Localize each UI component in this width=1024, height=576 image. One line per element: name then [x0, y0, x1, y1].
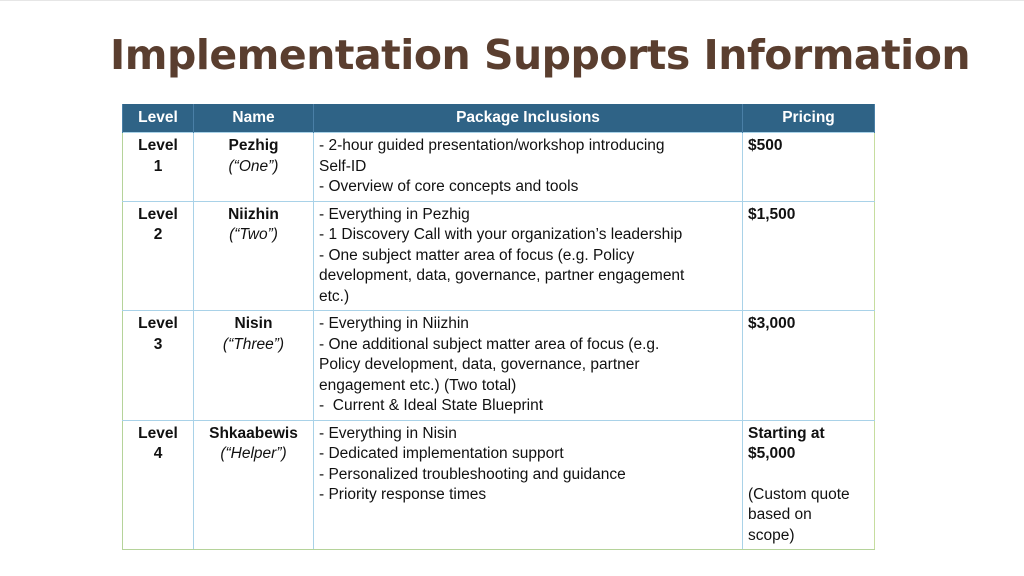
price-note: (Custom quote based on scope)	[748, 485, 850, 544]
level-name: Nisin	[234, 315, 273, 332]
slide-title: Implementation Supports Information	[110, 31, 971, 79]
price: Starting at $5,000	[748, 424, 825, 462]
header-name: Name	[194, 104, 314, 133]
inclusion-line: - One additional subject matter area of focus (e.g.	[319, 335, 660, 353]
inclusion-line: - One subject matter area of focus (e.g. Policy	[319, 246, 635, 264]
support-levels-table	[122, 104, 875, 550]
level-cell: Level 1	[138, 137, 178, 175]
inclusion-line: - Everything in Niizhin	[319, 315, 469, 332]
price: $500	[748, 137, 783, 154]
level-translation: (“Three”)	[222, 335, 285, 353]
inclusion-line: engagement etc.) (Two total)	[319, 376, 517, 394]
pricing-cell	[743, 133, 875, 202]
inclusion-line: - Dedicated implementation support	[319, 445, 564, 462]
pricing-cell	[743, 311, 875, 421]
table-header	[123, 104, 875, 133]
inclusion-line: Self-ID	[319, 157, 367, 175]
level-translation: (“Helper”)	[220, 445, 287, 462]
package-inclusions-cell	[314, 311, 743, 421]
table-row	[123, 420, 875, 550]
level-translation: (“One”)	[228, 157, 279, 175]
inclusion-line: development, data, governance, partner engagement	[319, 267, 685, 284]
level-name: Pezhig	[228, 137, 279, 154]
inclusion-line: - Everything in Nisin	[319, 424, 457, 442]
header-level: Level	[123, 104, 194, 133]
inclusion-line: - 1 Discovery Call with your organization’s leadership	[319, 226, 683, 243]
inclusion-line: - Current & Ideal State Blueprint	[319, 397, 544, 414]
level-cell: Level 2	[138, 205, 178, 243]
header-package-inclusions: Package Inclusions	[314, 104, 743, 133]
pricing-cell	[743, 201, 875, 311]
table-row	[123, 201, 875, 311]
inclusion-line: - Everything in Pezhig	[319, 205, 470, 223]
header-pricing: Pricing	[743, 104, 875, 133]
level-name: Shkaabewis	[209, 424, 298, 442]
table-row	[123, 133, 875, 202]
level-translation: (“Two”)	[229, 226, 278, 243]
inclusion-line: Policy development, data, governance, partner	[319, 356, 640, 373]
package-inclusions-cell	[314, 420, 743, 550]
inclusion-line: etc.)	[319, 287, 350, 305]
price: $1,500	[748, 205, 796, 223]
inclusion-line: - 2-hour guided presentation/workshop introducing	[319, 137, 665, 154]
inclusion-line: - Overview of core concepts and tools	[319, 178, 579, 195]
pricing-cell	[743, 420, 875, 550]
package-inclusions-cell	[314, 133, 743, 202]
table-row	[123, 311, 875, 421]
price: $3,000	[748, 315, 796, 332]
inclusion-line: - Priority response times	[319, 486, 487, 503]
inclusion-line: - Personalized troubleshooting and guidance	[319, 465, 626, 483]
level-cell: Level 3	[138, 315, 178, 353]
level-name: Niizhin	[228, 205, 279, 223]
level-cell: Level 4	[138, 424, 178, 462]
package-inclusions-cell	[314, 201, 743, 311]
